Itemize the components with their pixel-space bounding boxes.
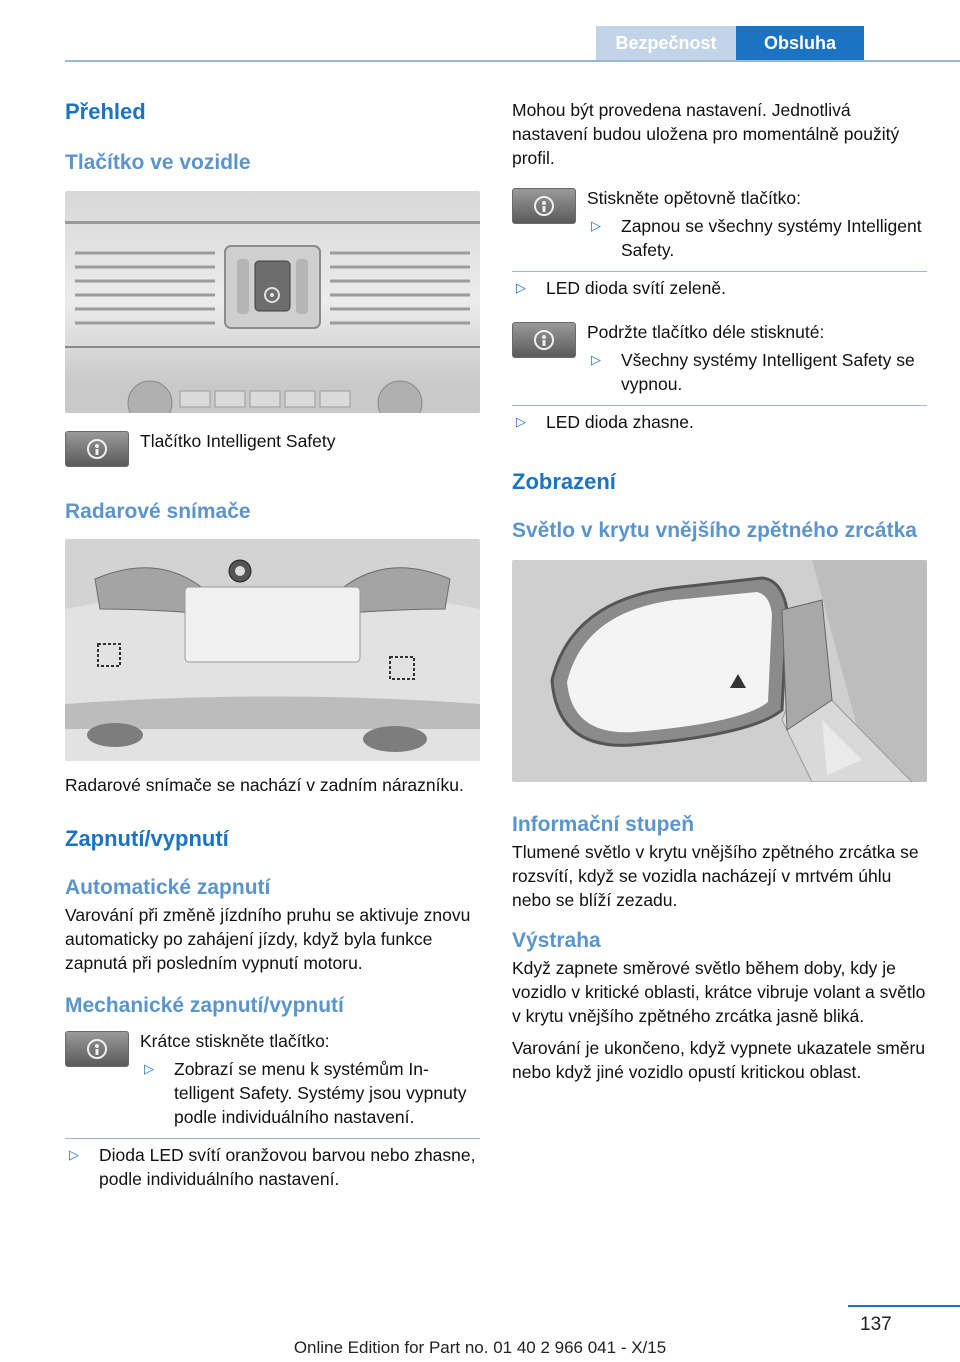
triangle-right-icon: ▷ xyxy=(591,352,601,367)
hold-row xyxy=(512,322,927,396)
vystraha-text-2: Varování je ukončeno, když vypnete ukazatele směru nebo když jiné vozidlo opustí kritickou oblast. xyxy=(512,1038,926,1082)
photo-rear-bumper xyxy=(65,539,480,761)
photo-dashboard-button xyxy=(65,191,480,413)
heading-tlacitko-ve-vozidle: Tlačítko ve vozidle xyxy=(65,151,251,174)
heading-zapnuti-vypnuti: Zapnutí/vypnutí xyxy=(65,826,229,851)
press-item-1: Zapnou se všechny systémy Intelligent Safety. xyxy=(621,216,922,260)
intelligent-safety-button-icon xyxy=(65,431,129,467)
footer-edition: Online Edition for Part no. 01 40 2 966 041 - X/15 xyxy=(293,1338,667,1357)
header-rule xyxy=(65,60,960,62)
heading-svetlo-v-krytu: Světlo v krytu vnějšího zpětného zrcátka xyxy=(512,519,917,542)
auto-text: Varování při změně jízdního pruhu se aktivuje znovu automaticky po zahájení jízdy, když byla funkce zapnutá při posledním vypnutí motoru. xyxy=(65,905,471,973)
heading-zobrazeni: Zobrazení xyxy=(512,469,616,494)
list-item xyxy=(140,1057,480,1129)
hold-item-2: LED dioda zhasne. xyxy=(546,412,694,432)
press-again-row xyxy=(512,188,927,262)
heading-automaticke-zapnuti: Automatické zapnutí xyxy=(65,876,271,899)
mech-instruction: Krátce stiskněte tlačítko: xyxy=(140,1031,330,1051)
vystraha-text-1: Když zapnete směrové světlo během doby, kdy je vozidlo v kritické oblasti, krátce vibruje volant a světlo v krytu vnějšího zpětného zrcátka jasně bliká. xyxy=(512,958,926,1026)
list-item xyxy=(65,1143,480,1191)
tlacitko-caption: Tlačítko Intelligent Safety xyxy=(140,431,336,451)
press-item-2: LED dioda svítí zeleně. xyxy=(546,278,726,298)
right-column xyxy=(512,98,927,1084)
hold-instruction: Podržte tlačítko déle stisknuté: xyxy=(587,322,825,342)
photo-side-mirror xyxy=(512,560,927,782)
tab-bezpecnost[interactable]: Bezpečnost xyxy=(596,26,736,60)
intelligent-safety-button-icon xyxy=(65,1031,129,1067)
triangle-right-icon: ▷ xyxy=(69,1147,79,1162)
divider xyxy=(65,1138,480,1139)
divider xyxy=(512,271,927,272)
divider xyxy=(512,405,927,406)
list-item xyxy=(512,410,927,434)
list-item xyxy=(587,214,927,262)
footer-rule xyxy=(848,1305,960,1307)
heading-prehled: Přehled xyxy=(65,99,146,124)
intro-text: Mohou být provedena nastavení. Jednotlivá nastavení budou uložena pro momentálně použitý profil. xyxy=(512,100,900,168)
tab-obsluha[interactable]: Obsluha xyxy=(736,26,864,60)
heading-radarove-snimace: Radarové snímače xyxy=(65,500,251,523)
intelligent-safety-button-icon xyxy=(512,188,576,224)
list-item xyxy=(587,348,927,396)
hold-item-1: Všechny systémy Intelligent Safety se vypnou. xyxy=(621,350,915,394)
mech-item-2: Dioda LED svítí oranžovou barvou nebo zhasne, podle individuálního nastavení. xyxy=(99,1145,476,1189)
triangle-right-icon: ▷ xyxy=(591,218,601,233)
mech-instruction-row xyxy=(65,1031,480,1129)
page-number: 137 xyxy=(860,1314,892,1335)
triangle-right-icon: ▷ xyxy=(516,414,526,429)
intelligent-safety-button-icon xyxy=(512,322,576,358)
heading-mechanicke-zapnuti: Mechanické zapnutí/vypnutí xyxy=(65,994,344,1017)
tlacitko-caption-row xyxy=(65,431,480,467)
press-again-instruction: Stiskněte opětovně tlačítko: xyxy=(587,188,802,208)
info-text: Tlumené světlo v krytu vnějšího zpětného zrcátka se rozsvítí, když se vozidla nacházejí v mrtvém úhlu nebo se blíží zezadu. xyxy=(512,842,919,910)
list-item xyxy=(512,276,927,300)
triangle-right-icon: ▷ xyxy=(144,1061,154,1076)
triangle-right-icon: ▷ xyxy=(516,280,526,295)
radar-text: Radarové snímače se nachází v zadním nárazníku. xyxy=(65,775,464,795)
left-column xyxy=(65,98,480,1191)
heading-vystraha: Výstraha xyxy=(512,929,601,952)
mech-item-1: Zobrazí se menu k systémům Intelligent Safety. Systémy jsou vypnuty podle individuálního nastavení. xyxy=(174,1059,467,1127)
heading-informacni-stupen: Informační stupeň xyxy=(512,813,695,836)
